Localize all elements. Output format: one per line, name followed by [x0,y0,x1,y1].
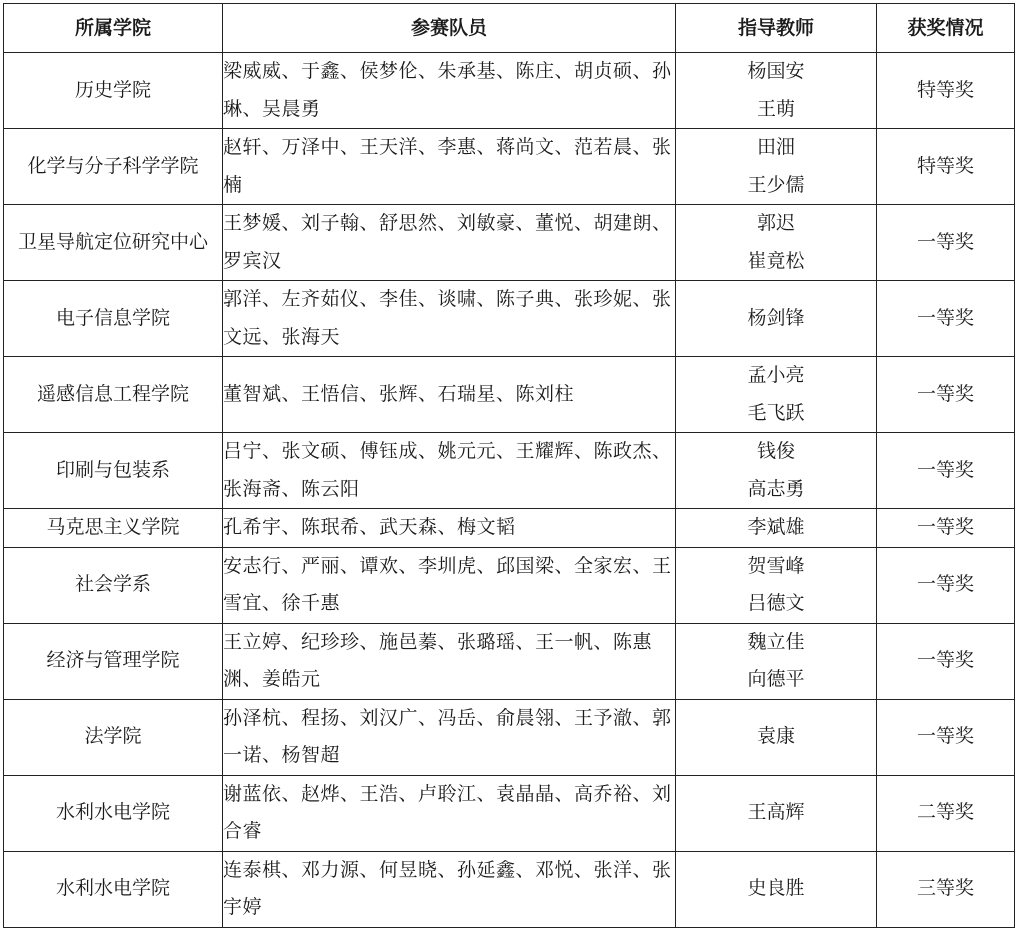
members-cell: 孙泽杭、程扬、刘汉广、冯岳、俞晨翎、王予澈、郭一诺、杨智超 [223,699,676,775]
members-cell: 梁威威、于鑫、侯梦伦、朱承基、陈庄、胡贞硕、孙琳、吴晨勇 [223,53,676,129]
teacher-name: 王萌 [756,97,795,120]
teacher-name: 毛飞跃 [747,401,805,424]
college-cell: 水利水电学院 [4,775,223,851]
members-cell: 吕宁、张文硕、傅钰成、姚元元、王耀辉、陈政杰、张海斋、陈云阳 [223,433,676,509]
table-row [4,623,1015,699]
table-body [4,53,1015,928]
award-cell: 一等奖 [877,509,1015,548]
college-cell: 印刷与包装系 [4,433,223,509]
teacher-name: 袁康 [756,725,795,748]
teacher-name: 田沺 [756,136,795,158]
award-table [3,3,1015,928]
table-row [4,433,1015,509]
teacher-cell [676,433,877,509]
header-members: 参赛队员 [223,4,676,53]
teacher-name: 杨剑锋 [747,306,805,329]
teacher-cell [676,129,877,205]
teacher-name: 孟小亮 [747,364,805,386]
table-row [4,547,1015,623]
table-header [4,4,1015,53]
members-cell: 郭洋、左齐茹仪、李佳、谈啸、陈子典、张珍妮、张文远、张海天 [223,281,676,357]
award-cell: 一等奖 [877,357,1015,433]
teacher-name: 杨国安 [747,60,805,82]
award-cell: 二等奖 [877,775,1015,851]
table-row [4,851,1015,927]
teacher-name: 李斌雄 [747,516,805,538]
header-college: 所属学院 [4,4,223,53]
members-cell: 王立婷、纪珍珍、施邑蓁、张璐瑶、王一帆、陈惠渊、姜皓元 [223,623,676,699]
teacher-cell [676,623,877,699]
college-cell: 马克思主义学院 [4,509,223,548]
award-cell: 一等奖 [877,623,1015,699]
members-cell: 连泰棋、邓力源、何昱晓、孙延鑫、邓悦、张洋、张宇婷 [223,851,676,927]
award-cell: 一等奖 [877,547,1015,623]
table-row [4,281,1015,357]
members-cell: 安志行、严丽、谭欢、李圳虎、邱国梁、全家宏、王雪宜、徐千惠 [223,547,676,623]
award-cell: 三等奖 [877,851,1015,927]
teacher-cell [676,53,877,129]
award-cell: 特等奖 [877,53,1015,129]
table-row [4,205,1015,281]
teacher-cell [676,357,877,433]
teacher-cell [676,851,877,927]
teacher-name: 贺雪峰 [747,554,805,577]
teacher-name: 吕德文 [747,592,805,614]
teacher-name: 钱俊 [756,440,795,462]
teacher-cell [676,547,877,623]
members-cell: 孔希宇、陈珉希、武天森、梅文韬 [223,509,676,548]
teacher-name: 王高辉 [747,801,805,824]
members-cell: 王梦媛、刘子翰、舒思然、刘敏豪、董悦、胡建朗、罗宾汉 [223,205,676,281]
award-cell: 一等奖 [877,205,1015,281]
college-cell: 社会学系 [4,547,223,623]
table-row [4,129,1015,205]
members-cell: 谢蓝依、赵烨、王浩、卢聆江、袁晶晶、高乔裕、刘合睿 [223,775,676,851]
table-row [4,699,1015,775]
college-cell: 经济与管理学院 [4,623,223,699]
college-cell: 电子信息学院 [4,281,223,357]
college-cell: 法学院 [4,699,223,775]
table-row [4,775,1015,851]
teacher-cell [676,281,877,357]
teacher-cell [676,775,877,851]
award-cell: 一等奖 [877,699,1015,775]
teacher-cell [676,699,877,775]
teacher-name: 向德平 [747,668,805,690]
award-cell: 特等奖 [877,129,1015,205]
teacher-name: 高志勇 [747,477,805,500]
teacher-cell [676,205,877,281]
header-row [4,4,1015,53]
award-cell: 一等奖 [877,281,1015,357]
college-cell: 卫星导航定位研究中心 [4,205,223,281]
award-cell: 一等奖 [877,433,1015,509]
college-cell: 遥感信息工程学院 [4,357,223,433]
header-teacher: 指导教师 [676,4,877,53]
members-cell: 赵轩、万泽中、王天洋、李惠、蒋尚文、范若晨、张楠 [223,129,676,205]
table-row [4,357,1015,433]
table-row [4,509,1015,548]
college-cell: 水利水电学院 [4,851,223,927]
teacher-name: 郭迟 [756,212,795,234]
college-cell: 化学与分子科学学院 [4,129,223,205]
teacher-name: 史良胜 [747,877,805,900]
teacher-name: 崔竟松 [747,249,805,272]
members-cell: 董智斌、王悟信、张辉、石瑞星、陈刘柱 [223,357,676,433]
table-row [4,53,1015,129]
teacher-name: 魏立佳 [747,630,805,653]
header-award: 获奖情况 [877,4,1015,53]
college-cell: 历史学院 [4,53,223,129]
teacher-cell [676,509,877,548]
teacher-name: 王少儒 [747,173,805,196]
